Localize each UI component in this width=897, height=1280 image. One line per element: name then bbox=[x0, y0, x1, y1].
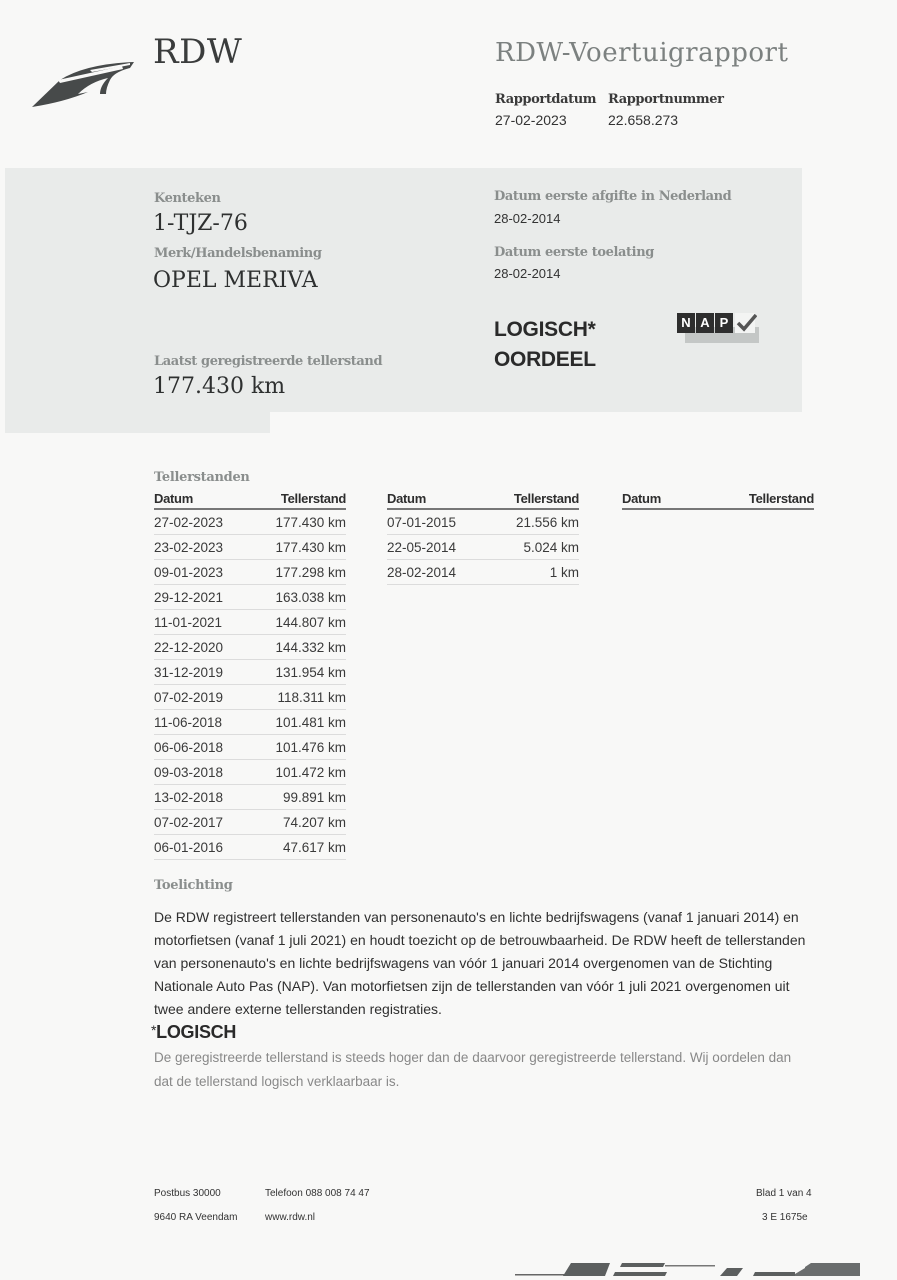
rdw-logo-icon bbox=[30, 50, 138, 110]
plate-label: Kenteken bbox=[154, 191, 221, 206]
reading-value: 144.332 km bbox=[249, 635, 346, 660]
report-number: 22.658.273 bbox=[608, 112, 679, 128]
reading-date: 31-12-2019 bbox=[154, 660, 249, 685]
logisch-text bbox=[154, 1046, 834, 1094]
nap-letter-n: N bbox=[677, 313, 695, 333]
reading-value: 99.891 km bbox=[249, 785, 346, 810]
reading-value: 177.430 km bbox=[249, 509, 346, 535]
first-issue-nl-value: 28-02-2014 bbox=[494, 211, 561, 226]
col-date-header: Datum bbox=[154, 490, 249, 509]
readings-title: Tellerstanden bbox=[154, 470, 250, 485]
reading-value: 101.472 km bbox=[249, 760, 346, 785]
reading-value: 177.298 km bbox=[249, 560, 346, 585]
reading-date: 11-06-2018 bbox=[154, 710, 249, 735]
reading-date: 09-03-2018 bbox=[154, 760, 249, 785]
nap-logo bbox=[677, 313, 759, 345]
table-row bbox=[154, 635, 346, 660]
logisch-line: De geregistreerde tellerstand is steeds hoger dan de daarvoor geregistreerde tellerstand. Wij oordelen dan bbox=[154, 1050, 792, 1065]
reading-date: 23-02-2023 bbox=[154, 535, 249, 560]
reading-date: 28-02-2014 bbox=[387, 560, 486, 585]
readings-table-1 bbox=[154, 490, 346, 860]
reading-value: 101.476 km bbox=[249, 735, 346, 760]
reading-date: 07-01-2015 bbox=[387, 509, 486, 535]
reading-value: 21.556 km bbox=[486, 509, 579, 535]
reading-value: 1 km bbox=[486, 560, 579, 585]
logisch-heading bbox=[151, 1022, 236, 1043]
col-date-header: Datum bbox=[622, 490, 694, 509]
verdict-line2: OORDEEL bbox=[494, 348, 596, 371]
footer-phone: Telefoon 088 008 74 47 bbox=[265, 1188, 370, 1199]
asterisk: * bbox=[151, 1022, 157, 1038]
footer-decoration-stripes-icon bbox=[515, 1260, 890, 1280]
col-date-header: Datum bbox=[387, 490, 486, 509]
reading-date: 29-12-2021 bbox=[154, 585, 249, 610]
report-number-label: Rapportnummer bbox=[608, 92, 724, 107]
logo-text: RDW bbox=[153, 32, 243, 72]
table-row bbox=[154, 685, 346, 710]
reading-date: 09-01-2023 bbox=[154, 560, 249, 585]
reading-value: 5.024 km bbox=[486, 535, 579, 560]
vehicle-summary-panel bbox=[5, 168, 802, 412]
logisch-line: dat de tellerstand logisch verklaarbaar is. bbox=[154, 1074, 400, 1089]
first-admission-label: Datum eerste toelating bbox=[494, 245, 654, 260]
checkmark-icon bbox=[735, 313, 755, 333]
col-value-header: Tellerstand bbox=[249, 490, 346, 509]
reading-date: 07-02-2017 bbox=[154, 810, 249, 835]
table-row bbox=[154, 610, 346, 635]
report-date: 27-02-2023 bbox=[495, 112, 567, 128]
footer-code: 3 E 1675e bbox=[762, 1212, 808, 1223]
reading-date: 27-02-2023 bbox=[154, 509, 249, 535]
reading-date: 11-01-2021 bbox=[154, 610, 249, 635]
reading-value: 177.430 km bbox=[249, 535, 346, 560]
reading-date: 22-05-2014 bbox=[387, 535, 486, 560]
explanation-title: Toelichting bbox=[154, 878, 233, 893]
reading-date: 13-02-2018 bbox=[154, 785, 249, 810]
table-row bbox=[154, 710, 346, 735]
reading-value: 131.954 km bbox=[249, 660, 346, 685]
table-row bbox=[387, 509, 579, 535]
table-row bbox=[154, 560, 346, 585]
table-row bbox=[154, 535, 346, 560]
readings-table-2 bbox=[387, 490, 579, 585]
footer-address-line2: 9640 RA Veendam bbox=[154, 1212, 238, 1223]
reading-date: 06-01-2016 bbox=[154, 835, 249, 860]
explanation-line: motorfietsen (vanaf 1 juli 2021) en houdt toezicht op de betrouwbaarheid. De RDW heeft de tellerstanden bbox=[154, 932, 806, 948]
nap-letter-p: P bbox=[715, 313, 733, 333]
reading-date: 07-02-2019 bbox=[154, 685, 249, 710]
table-row bbox=[154, 785, 346, 810]
reading-value: 163.038 km bbox=[249, 585, 346, 610]
explanation-line: De RDW registreert tellerstanden van personenauto's en lichte bedrijfswagens (vanaf 1 januari 2014) en bbox=[154, 909, 799, 925]
footer-address-line1: Postbus 30000 bbox=[154, 1188, 221, 1199]
table-row bbox=[387, 560, 579, 585]
vehicle-summary-panel-extension bbox=[5, 405, 270, 433]
reading-date: 06-06-2018 bbox=[154, 735, 249, 760]
first-admission-value: 28-02-2014 bbox=[494, 266, 561, 281]
table-row bbox=[154, 835, 346, 860]
table-row bbox=[154, 760, 346, 785]
last-odometer-label: Laatst geregistreerde tellerstand bbox=[154, 354, 383, 369]
first-issue-nl-label: Datum eerste afgifte in Nederland bbox=[494, 189, 732, 204]
table-row bbox=[154, 735, 346, 760]
plate-value: 1-TJZ-76 bbox=[153, 211, 248, 236]
explanation-text bbox=[154, 906, 814, 1021]
explanation-line: Nationale Auto Pas (NAP). Van motorfietsen zijn de tellerstanden van vóór 1 juli 2021 overgenomen uit bbox=[154, 978, 790, 994]
explanation-line: twee andere externe tellerstanden registraties. bbox=[154, 1001, 442, 1017]
reading-date: 22-12-2020 bbox=[154, 635, 249, 660]
footer-page-number: Blad 1 van 4 bbox=[756, 1188, 812, 1199]
brand-label: Merk/Handelsbenaming bbox=[154, 246, 322, 261]
report-date-label: Rapportdatum bbox=[495, 92, 597, 107]
reading-value: 74.207 km bbox=[249, 810, 346, 835]
table-row bbox=[154, 585, 346, 610]
logisch-heading-text: LOGISCH bbox=[156, 1022, 237, 1042]
footer-website[interactable]: www.rdw.nl bbox=[265, 1212, 316, 1223]
reading-value: 118.311 km bbox=[249, 685, 346, 710]
table-row bbox=[154, 509, 346, 535]
brand-value: OPEL MERIVA bbox=[153, 268, 318, 293]
verdict-line1: LOGISCH* bbox=[494, 318, 596, 341]
col-value-header: Tellerstand bbox=[694, 490, 814, 509]
reading-value: 144.807 km bbox=[249, 610, 346, 635]
readings-table-3 bbox=[622, 490, 814, 510]
explanation-line: van personenauto's en lichte bedrijfswagens van vóór 1 januari 2014 overgenomen van de Stichting bbox=[154, 955, 773, 971]
nap-letter-a: A bbox=[696, 313, 714, 333]
table-row bbox=[154, 660, 346, 685]
table-row bbox=[154, 810, 346, 835]
col-value-header: Tellerstand bbox=[486, 490, 579, 509]
report-title: RDW-Voertuigrapport bbox=[495, 38, 789, 68]
reading-value: 47.617 km bbox=[249, 835, 346, 860]
table-row bbox=[387, 535, 579, 560]
last-odometer-value: 177.430 km bbox=[153, 374, 286, 399]
reading-value: 101.481 km bbox=[249, 710, 346, 735]
